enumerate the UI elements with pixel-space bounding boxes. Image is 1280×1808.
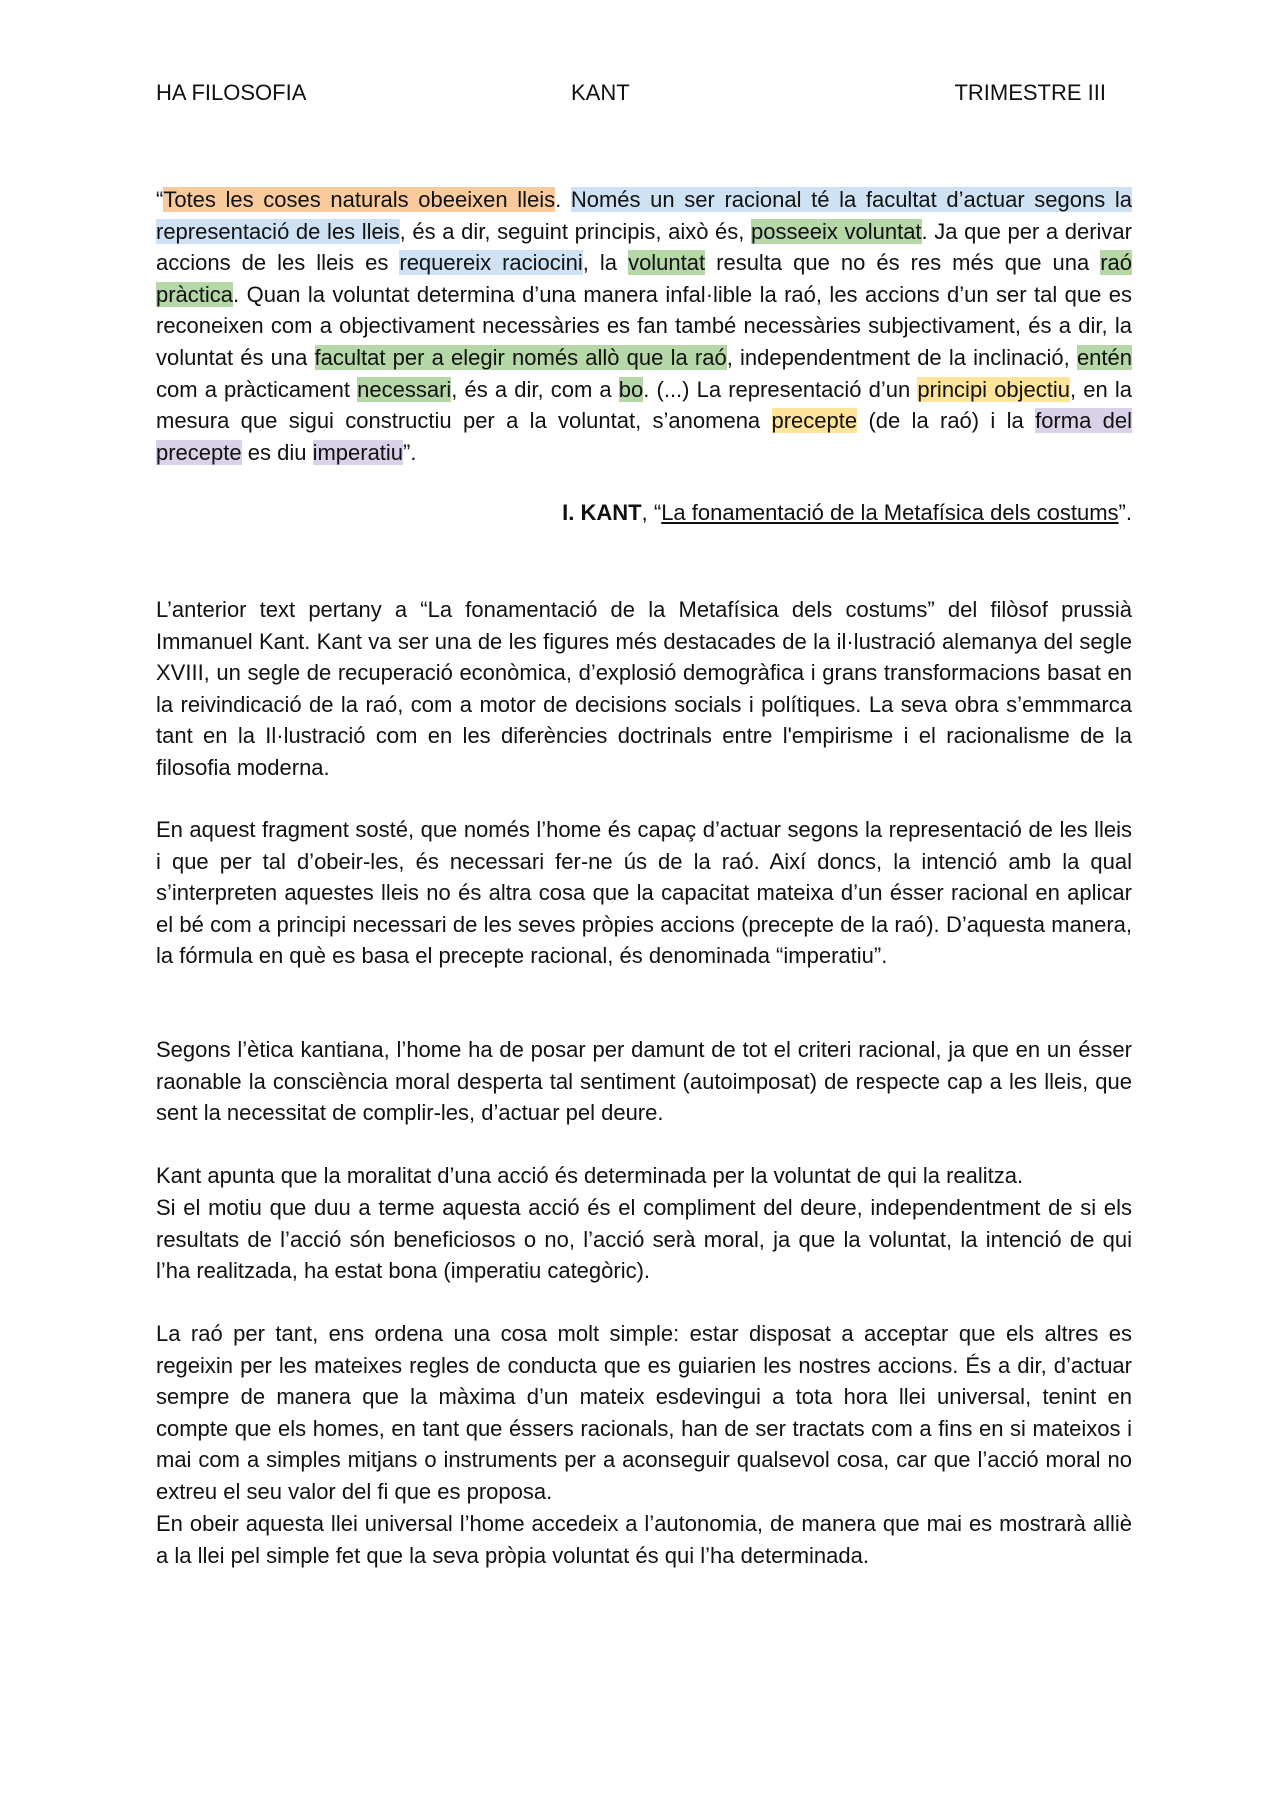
page-header xyxy=(156,80,1106,112)
quote-text: resulta que no és res més que una xyxy=(705,250,1101,276)
quote-text: . Ja que per a derivar accions de les lleis es xyxy=(156,218,1132,276)
citation-work-title: La fonamentació de la Metafísica dels costums xyxy=(661,500,1119,525)
quote-text: ”. xyxy=(403,439,417,465)
highlight-green: voluntat xyxy=(628,250,706,276)
highlight-green: entén xyxy=(1076,344,1132,370)
citation-end: ”. xyxy=(1118,500,1132,525)
highlight-green: bo xyxy=(618,376,644,402)
quote-text: “ xyxy=(156,187,164,212)
paragraph-reason: La raó per tant, ens ordena una cosa molt simple: estar disposat a acceptar que els altres es regeixin per les mateixes regles de conducta que es guiarien les nostres accions. És a dir, d’actuar sempre de manera que la màxima d’un mateix esdevingui a tota hora llei universal, tenint en compte que els homes, en tant que éssers racionals, han de ser tractats com a fins en si mateixos i mai com a simples mitjans o instruments per a aconseguir qualsevol cosa, car que l’acció moral no extreu el seu valor del fi que es proposa. xyxy=(156,1321,1132,1504)
highlight-green: facultat per a elegir només allò que la raó xyxy=(314,344,727,370)
paragraph-morality: Kant apunta que la moralitat d’una acció és determinada per la voluntat de qui la realitza. xyxy=(156,1163,1024,1188)
paragraph-ethics: Segons l’ètica kantiana, l’home ha de posar per damunt de tot el criteri racional, ja que en un ésser raonable la consciència moral desperta tal sentiment (autoimposat) de respecte cap a les lleis, que sent la necessitat de complir-les, d’actuar pel deure. xyxy=(156,1037,1132,1126)
highlight-green: raó pràctica xyxy=(156,250,1132,307)
highlight-green: posseeix voluntat xyxy=(751,218,922,244)
paragraph-duty: Si el motiu que duu a terme aquesta acció és el compliment del deure, independentment de si els resultats de l’acció són beneficiosos o no, l’acció serà moral, ja que la voluntat, la intenció de qui l’ha realitzada, ha estat bona (imperatiu categòric). xyxy=(156,1195,1132,1284)
quote-text: . (...) La representació d’un xyxy=(643,376,918,402)
quote-text: , independentment de la inclinació, xyxy=(726,344,1077,370)
highlight-purple: forma del precepte xyxy=(156,408,1132,465)
highlight-yellow: precepte xyxy=(771,408,858,434)
quote-text: . Quan la voluntat determina d’una manera infal·lible la raó, les accions d’un ser tal que es reconeixen com a objectivament necessàries es fan també necessàries subjectivament, és a dir, la voluntat és una xyxy=(156,281,1132,370)
header-subject: HA FILOSOFIA xyxy=(156,80,307,105)
citation-separator: , “ xyxy=(641,500,662,525)
quote-text: es diu xyxy=(241,439,313,465)
highlight-yellow: principi objectiu xyxy=(917,376,1071,402)
quote-text: , la xyxy=(582,250,629,276)
highlight-orange: Totes les coses naturals obeeixen lleis xyxy=(163,187,556,212)
quote-text: , és a dir, seguint principis, això és, xyxy=(399,218,752,244)
citation-author: I. KANT xyxy=(562,500,642,525)
header-topic: KANT xyxy=(571,80,630,105)
quote-text: . xyxy=(555,187,571,212)
quote-text: (de la raó) i la xyxy=(857,408,1036,434)
highlight-blue: Només un ser racional té la facultat d’actuar segons la representació de les lleis xyxy=(156,187,1132,244)
kant-quote xyxy=(156,184,1132,468)
highlight-blue: requereix raciocini xyxy=(399,250,583,276)
quote-text: , és a dir, com a xyxy=(451,376,619,402)
quote-text: , en la mesura que sigui constructiu per a la voluntat, s’anomena xyxy=(156,376,1132,434)
quote-citation xyxy=(562,500,1132,526)
highlight-green: necessari xyxy=(357,376,452,402)
paragraph-autonomy: En obeir aquesta llei universal l’home accedeix a l’autonomia, de manera que mai es mostrarà alliè a la llei pel simple fet que la seva pròpia voluntat és qui l’ha determinada. xyxy=(156,1511,1132,1568)
quote-text: com a pràcticament xyxy=(156,376,358,402)
paragraph-fragment: En aquest fragment sosté, que només l’home és capaç d’actuar segons la representació de les lleis i que per tal d’obeir-les, és necessari fer-ne ús de la raó. Així doncs, la intenció amb la qual s’interpreten aquestes lleis no és altra cosa que la capacitat mateixa d’un ésser racional en aplicar el bé com a principi necessari de les seves pròpies accions (precepte de la raó). D’aquesta manera, la fórmula en què es basa el precepte racional, és denominada “imperatiu”. xyxy=(156,817,1132,969)
header-term: TRIMESTRE III xyxy=(954,80,1106,105)
paragraph-context: L’anterior text pertany a “La fonamentació de la Metafísica dels costums” del filòsof prussià Immanuel Kant. Kant va ser una de les figures més destacades de la il·lustració alemanya del segle XVIII, un segle de recuperació econòmica, d’explosió demogràfica i grans transformacions basat en la reivindicació de la raó, com a motor de decisions socials i polítiques. La seva obra s’emmmarca tant en la Il·lustració com en les diferències doctrinals entre l'empirisme i el racionalisme de la filosofia moderna. xyxy=(156,597,1132,780)
highlight-purple: imperatiu xyxy=(312,439,404,465)
